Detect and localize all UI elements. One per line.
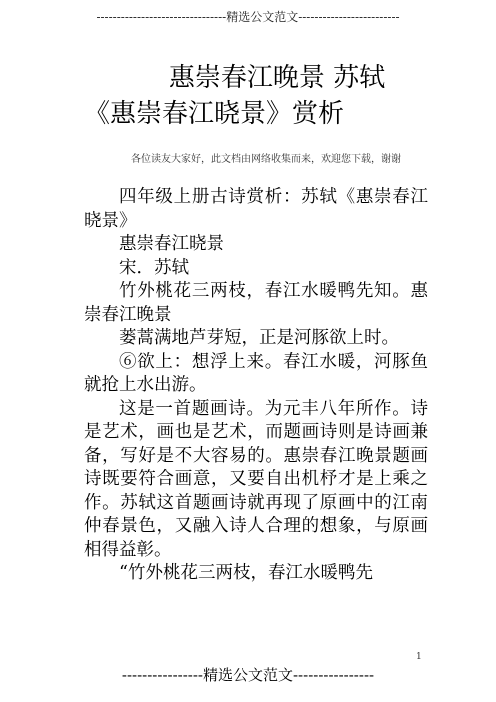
paragraph: 竹外桃花三两枝，春江水暖鸭先知。惠崇春江晚景	[84, 281, 428, 325]
paragraph: 蒌蒿满地芦芽短，正是河豚欲上时。	[119, 328, 399, 348]
paragraph: “竹外桃花三两枝，春江水暖鸭先	[119, 563, 373, 583]
document-body	[84, 186, 428, 586]
document-title-line-2: 《惠崇春江晓景》赏析	[84, 99, 345, 129]
paragraph: 四年级上册古诗赏析：苏轼《惠崇春江晓景》	[84, 187, 428, 231]
download-note: 各位读友大家好，此文档由网络收集而来，欢迎您下载，谢谢	[131, 154, 401, 165]
paragraph: 宋．苏轼	[119, 257, 189, 278]
page-header: --------------------------------精选公文范文-------------------------	[96, 10, 400, 24]
page-footer: ----------------精选公文范文----------------	[121, 666, 375, 684]
paragraph: 惠崇春江晓景	[119, 234, 224, 254]
paragraph: ⑥欲上：想浮上来。春江水暖，河豚鱼就抢上水出游。	[84, 351, 428, 395]
page-number: 1	[416, 652, 422, 662]
document-title-line-1: 惠崇春江晚景 苏轼	[168, 63, 386, 93]
paragraph: 这是一首题画诗。为元丰八年所作。诗是艺术，画也是艺术，而题画诗则是诗画兼备，写好是不大容易的。惠崇春江晚景题画诗既要符合画意，又要自出机杼才是上乘之作。苏轼这首题画诗就再现了原画中的江南仲春景色，又融入诗人合理的想象，与原画相得益彰。	[84, 398, 428, 560]
